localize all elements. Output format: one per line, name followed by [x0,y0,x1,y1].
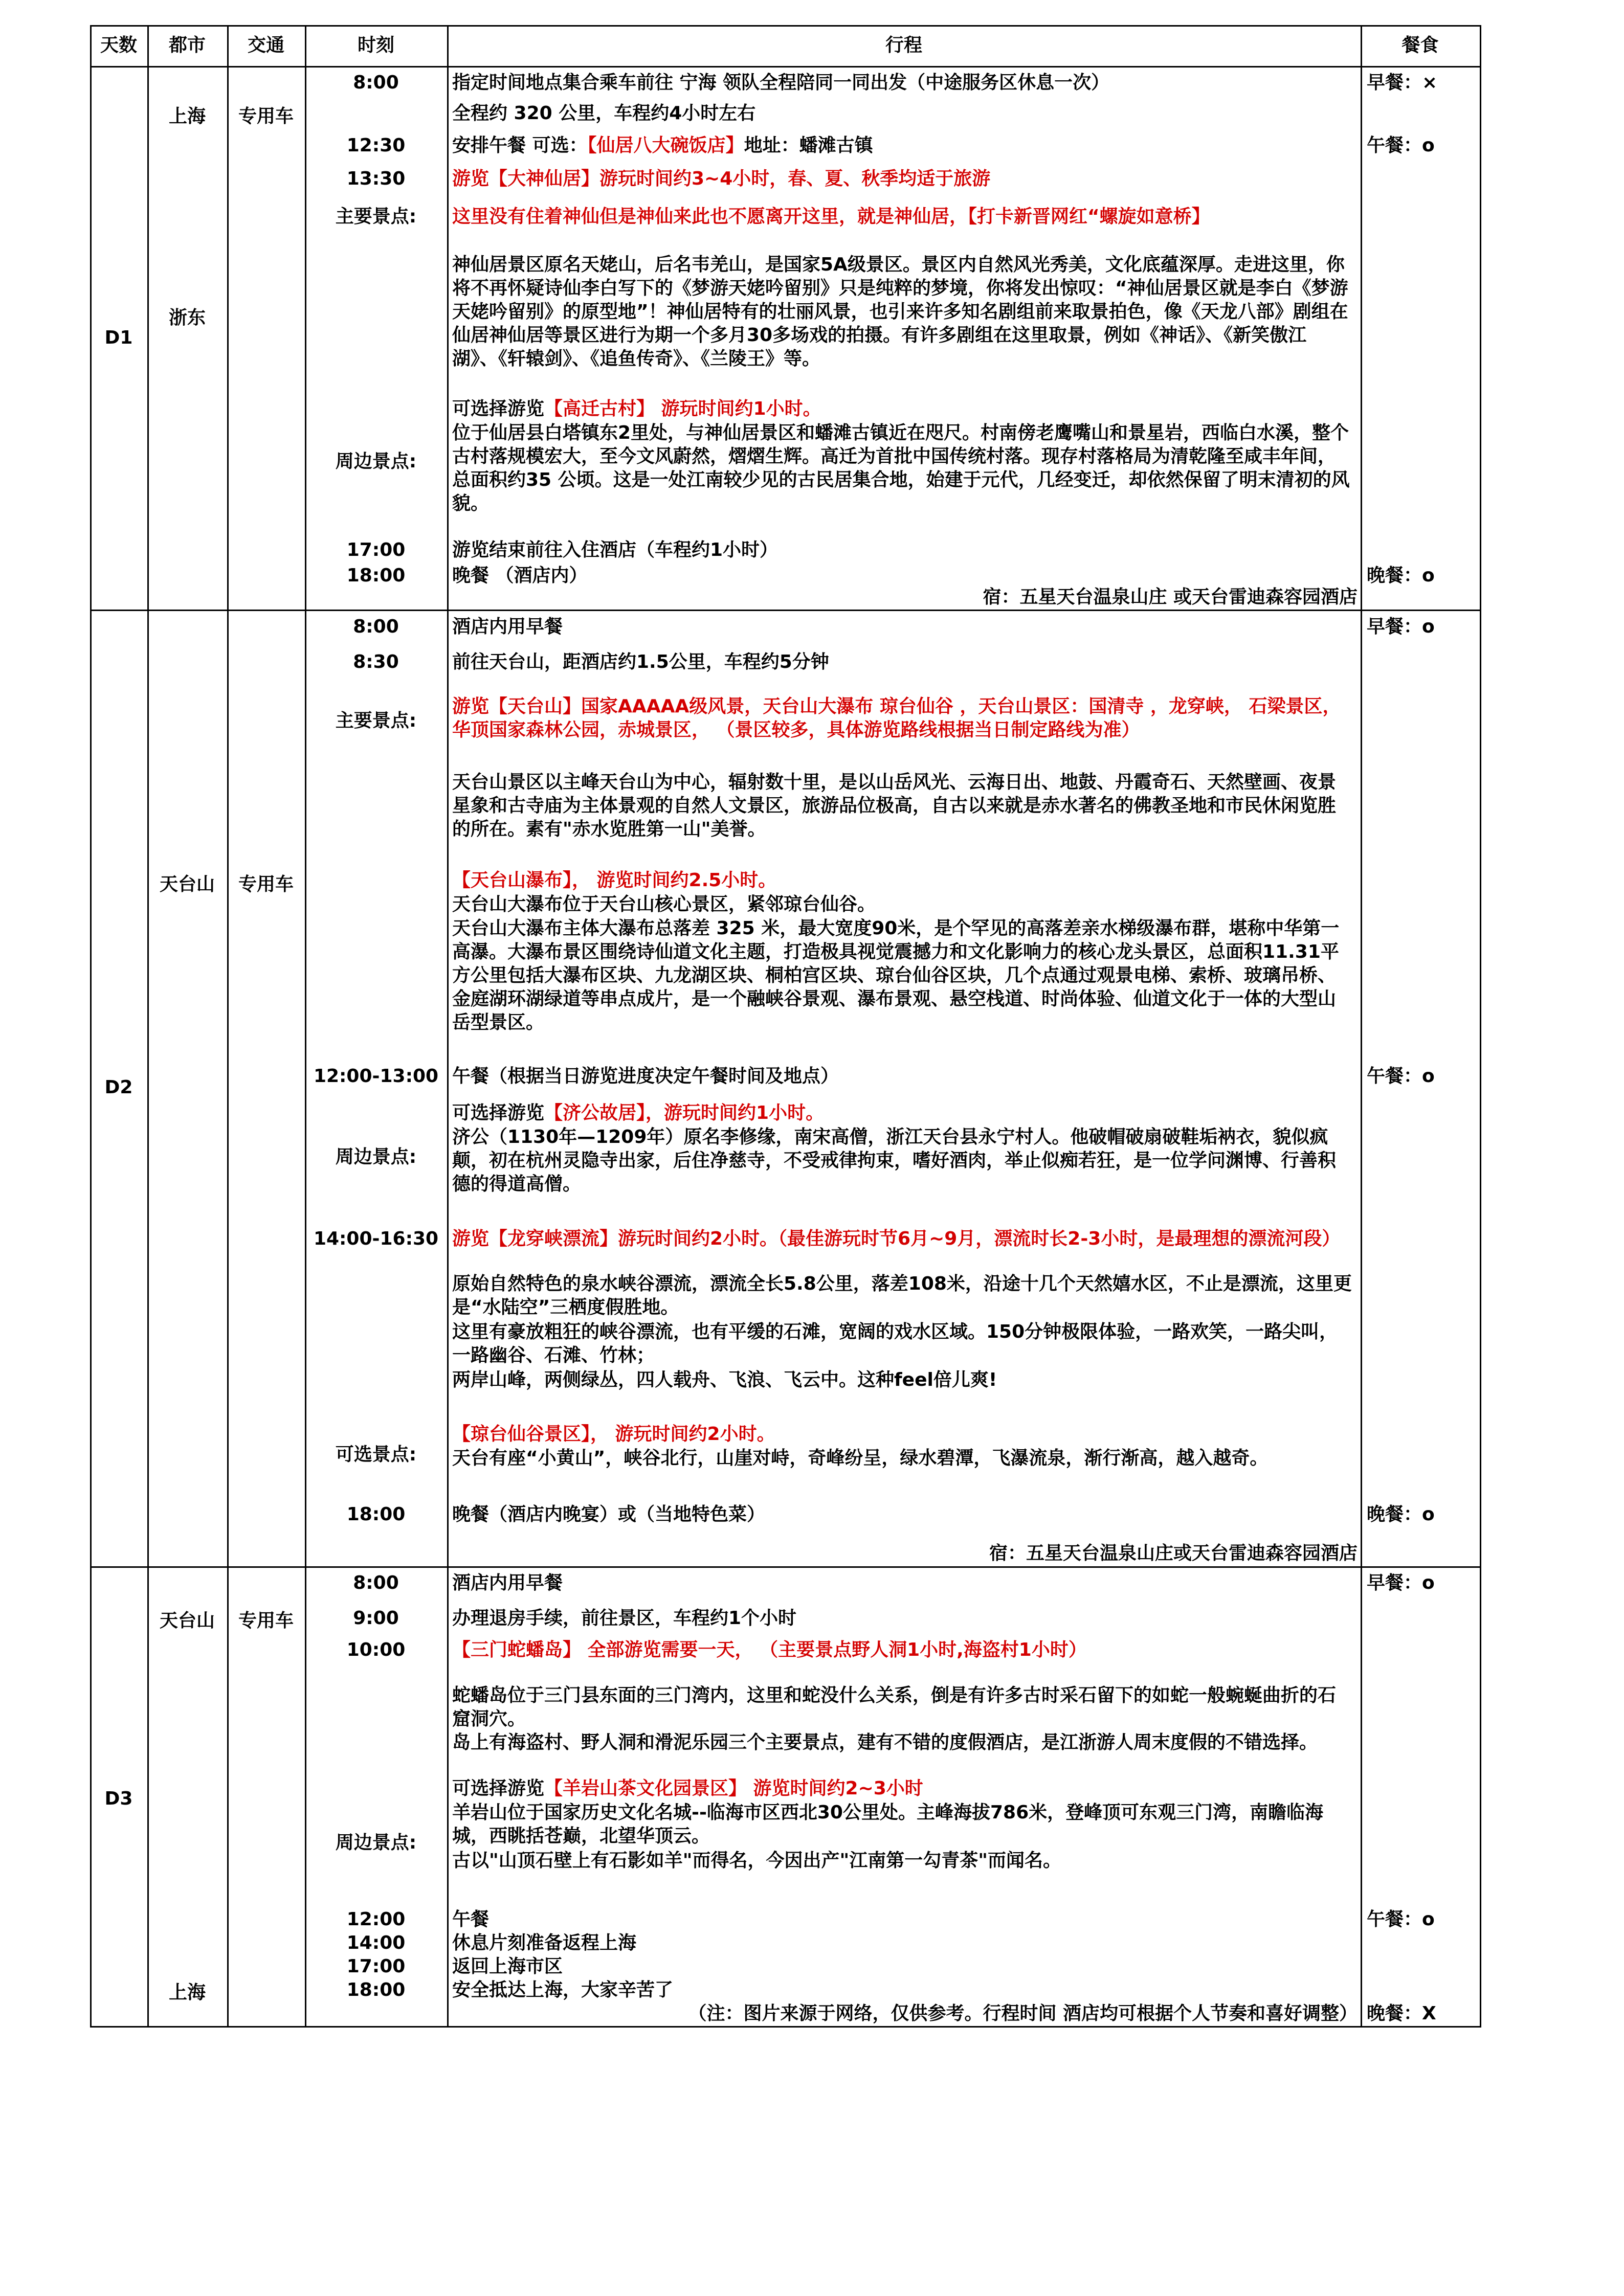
header-time: 时刻 [357,35,394,56]
grid-line [90,66,1481,67]
time-label: 9:00 [353,1608,399,1629]
grid-line [447,25,449,2028]
grid-line [1480,25,1481,2028]
itinerary-highlight: 【天台山瀑布】， 游览时间约2.5小时。 [452,870,777,891]
itinerary-text [452,134,873,157]
itinerary-text: 晚餐（酒店内晚宴）或（当地特色菜） [452,1504,766,1525]
itinerary-text: 休息片刻准备返程上海 [452,1932,637,1953]
itinerary-text: 返回上海市区 [452,1956,563,1977]
grid-line [90,610,1481,611]
grid-line [90,25,92,2028]
itinerary-text: 前往天台山，距酒店约1.5公里，车程约5分钟 [452,651,829,672]
itinerary-text: 全程约 320 公里，车程约4小时左右 [452,103,756,124]
time-label: 周边景点: [335,451,417,472]
itinerary-highlight: 【高迁古村】 游玩时间约1小时。 [544,398,821,419]
header-transport: 交通 [247,35,284,56]
hotel-info: 宿：五星天台温泉山庄 或天台雷迪森容园酒店 [983,587,1358,607]
city-label: 天台山 [159,874,215,895]
itinerary-paragraph: 原始自然特色的泉水峡谷漂流，漂流全长5.8公里，落差108米，沿途十几个天然嬉水区，不止是漂流，这里更是“水陆空”三栖度假胜地。 [452,1273,1352,1318]
hotel-info: 宿：五星天台温泉山庄或天台雷迪森容园酒店 [989,1543,1358,1564]
itinerary-text [452,397,821,421]
time-label: 10:00 [346,1639,406,1660]
time-label: 可选景点: [335,1444,417,1465]
time-label: 8:00 [353,1572,399,1593]
day-label: D2 [104,1077,133,1098]
itinerary-text [452,1777,923,1800]
itinerary-paragraph: 天台山景区以主峰天台山为中心，辐射数十里，是以山岳风光、云海日出、地鼓、丹霞奇石、天然壁画、夜景星象和古寺庙为主体景观的自然人文景区，旅游品位极高，自古以来就是赤水著名的佛教圣地和市民休闲览胜的所在。素有"赤水览胜第一山"美誉。 [452,772,1337,840]
transport-label: 专用车 [238,1610,294,1631]
meal-info: 早餐：× [1367,72,1438,93]
time-label: 12:30 [346,135,406,156]
itinerary-text: 地址：蟠滩古镇 [744,135,873,156]
header-day: 天数 [100,35,137,56]
city-label: 上海 [168,1982,206,2003]
itinerary-text: 酒店内用早餐 [452,616,563,637]
itinerary-paragraph: 羊岩山位于国家历史文化名城--临海市区西北30公里处。主峰海拔786米，登峰顶可东观三门湾，南瞻临海城，西眺括苍巅，北望华顶云。 [452,1802,1324,1847]
itinerary-paragraph: 这里有豪放粗狂的峡谷漂流，也有平缓的石滩，宽阔的戏水区域。150分钟极限体验，一路欢笑，一路尖叫，一路幽谷、石滩、竹林； [452,1321,1338,1366]
itinerary-text: 可选择游览 [452,398,545,419]
transport-label: 专用车 [238,874,294,895]
itinerary-text: 安排午餐 可选： [452,135,588,156]
itinerary-paragraph: 济公（1130年—1209年）原名李修缘，南宋高僧，浙江天台县永宁村人。他破帽破扇破鞋垢衲衣，貌似疯颠，初在杭州灵隐寺出家，后住净慈寺，不受戒律拘束，嗜好酒肉，举止似痴若狂，是一位学问渊博、行善积德的得道高僧。 [452,1127,1337,1195]
time-label: 17:00 [346,1956,406,1977]
day-label: D1 [104,327,133,348]
time-label: 周边景点: [335,1146,417,1167]
grid-line [305,25,306,2028]
grid-line [90,25,1481,27]
itinerary-text: 游览结束前往入住酒店（车程约1小时） [452,539,778,560]
itinerary-text: 指定时间地点集合乘车前往 宁海 领队全程陪同一同出发（中途服务区休息一次） [452,72,1110,93]
time-label: 8:00 [353,616,399,637]
time-label: 12:00-13:00 [313,1066,439,1087]
itinerary-highlight: 【济公故居】，游玩时间约1小时。 [544,1102,825,1123]
time-label: 14:00 [346,1932,406,1953]
itinerary-text [452,1101,824,1125]
time-label: 主要景点: [335,710,417,731]
itinerary-text: 可选择游览 [452,1102,545,1123]
time-label: 18:00 [346,1504,406,1525]
itinerary-text: 两岸山峰，两侧绿丛，四人载舟、飞浪、飞云中。这种feel倍儿爽! [452,1369,997,1390]
itinerary-text: 午餐（根据当日游览进度决定午餐时间及地点） [452,1066,839,1087]
meal-info: 早餐：o [1367,616,1435,637]
grid-line [227,25,229,2028]
restaurant-name: 【仙居八大碗饭店】 [587,135,744,156]
time-label: 周边景点: [335,1832,417,1853]
itinerary-highlight: 游览【天台山】国家AAAAA级风景，天台山大瀑布 琼台仙谷 ，天台山景区：国清寺 ，龙穿峡， 石梁景区，华顶国家森林公园，赤城景区， （景区较多，具体游览路线根据当日制定路线为准） [452,696,1341,740]
meal-info: 晚餐：o [1367,1504,1435,1525]
itinerary-text: 天台有座“小黄山”，峡谷北行，山崖对峙，奇峰纷呈，绿水碧潭，飞瀑流泉，渐行渐高，越入越奇。 [452,1448,1269,1469]
time-label: 18:00 [346,1979,406,2000]
city-label: 上海 [168,106,206,127]
itinerary-paragraph: 天台山大瀑布主体大瀑布总落差 325 米，最大宽度90米，是个罕见的高落差亲水梯级瀑布群，堪称中华第一高瀑。大瀑布景区围绕诗仙道文化主题，打造极具视觉震撼力和文化影响力的核心龙头景区，总面积11.31平方公里包括大瀑布区块、九龙湖区块、桐柏宫区块、琼台仙谷区块，几个点通过观景电梯、索桥、玻璃吊桥、金庭湖环湖绿道等串点成片，是一个融峡谷景观、瀑布景观、悬空栈道、时尚体验、仙道文化于一体的大型山岳型景区。 [452,918,1340,1033]
itinerary-text: 安全抵达上海，大家辛苦了 [452,1979,674,2000]
time-label: 13:30 [346,168,406,189]
city-label: 天台山 [159,1610,215,1631]
time-label: 18:00 [346,565,406,586]
itinerary-table [90,25,1481,2028]
header-city: 都市 [168,35,206,56]
transport-label: 专用车 [238,106,294,127]
itinerary-text: 晚餐 （酒店内） [452,565,588,586]
itinerary-text: 天台山大瀑布位于天台山核心景区，紧邻琼台仙谷。 [452,894,876,915]
meal-info: 午餐：o [1367,1909,1435,1930]
header-itinerary: 行程 [885,35,922,56]
grid-line [90,2026,1481,2028]
itinerary-text: 午餐 [452,1909,490,1930]
time-label: 8:30 [353,651,399,672]
day-label: D3 [104,1788,133,1809]
grid-line [1361,25,1362,2028]
meal-info: 午餐：o [1367,1066,1435,1087]
itinerary-text: 岛上有海盗村、野人洞和滑泥乐园三个主要景点，建有不错的度假酒店，是江浙游人周末度假的不错选择。 [452,1732,1318,1753]
itinerary-highlight: 游览【龙穿峡漂流】游玩时间约2小时。（最佳游玩时节6月~9月，漂流时长2-3小时，是最理想的漂流河段） [452,1228,1341,1249]
itinerary-highlight: 【羊岩山茶文化园景区】 游览时间约2~3小时 [544,1778,923,1799]
itinerary-paragraph: 蛇蟠岛位于三门县东面的三门湾内，这里和蛇没什么关系，倒是有许多古时采石留下的如蛇一般蜿蜒曲折的石窟洞穴。 [452,1685,1337,1729]
grid-line [90,1566,1481,1568]
time-label: 12:00 [346,1909,406,1930]
itinerary-highlight: 这里没有住着神仙但是神仙来此也不愿离开这里，就是神仙居，【打卡新晋网红“螺旋如意桥】 [452,206,1210,227]
time-label: 17:00 [346,539,406,560]
time-label: 主要景点: [335,206,417,227]
itinerary-text: 酒店内用早餐 [452,1572,563,1593]
time-label: 14:00-16:30 [313,1228,439,1249]
itinerary-paragraph: 神仙居景区原名天姥山，后名韦羌山，是国家5A级景区。景区内自然风光秀美，文化底蕴深厚。走进这里，你将不再怀疑诗仙李白写下的《梦游天姥吟留别》只是纯粹的梦境，你将发出惊叹：“神仙居景区就是李白《梦游天姥吟留别》的原型地”！神仙居特有的壮丽风景，也引来许多知名剧组前来取景拍色，像《天龙八部》剧组在仙居神仙居等景区进行为期一个多月30多场戏的拍摄。有许多剧组在这里取景，例如《神话》、《新笑傲江湖》、《轩辕剑》、《追鱼传奇》、《兰陵王》等。 [452,254,1348,369]
itinerary-text: 办理退房手续，前往景区，车程约1个小时 [452,1608,797,1629]
meal-info: 晚餐：X [1367,2003,1436,2024]
itinerary-text: 可选择游览 [452,1778,545,1799]
itinerary-highlight: 游览【大神仙居】游玩时间约3~4小时，春、夏、秋季均适于旅游 [452,168,991,189]
city-label: 浙东 [168,307,206,328]
itinerary-text: 古以"山顶石壁上有石影如羊"而得名，今因出产"江南第一勾青茶"而闻名。 [452,1850,1062,1871]
meal-info: 午餐：o [1367,135,1435,156]
itinerary-paragraph: 位于仙居县白塔镇东2里处，与神仙居景区和蟠滩古镇近在咫尺。村南傍老鹰嘴山和景星岩，西临白水溪，整个古村落规模宏大，至今文风蔚然，熠熠生辉。高迁为首批中国传统村落。现存村落格局为清乾隆至咸丰年间，总面积约35 公顷。这是一处江南较少见的古民居集合地，始建于元代，几经变迁，却依然保留了明末清初的风貌。 [452,422,1350,514]
header-meals: 餐食 [1401,35,1439,56]
meal-info: 早餐：o [1367,1572,1435,1593]
meal-info: 晚餐：o [1367,565,1435,586]
time-label: 8:00 [353,72,399,93]
itinerary-highlight: 【三门蛇蟠岛】 全部游览需要一天， （主要景点野人洞1小时,海盗村1小时） [452,1639,1087,1660]
itinerary-highlight: 【琼台仙谷景区】， 游玩时间约2小时。 [452,1424,775,1445]
footnote: （注：图片来源于网络，仅供参考。行程时间 酒店均可根据个人节奏和喜好调整） [688,2003,1358,2024]
